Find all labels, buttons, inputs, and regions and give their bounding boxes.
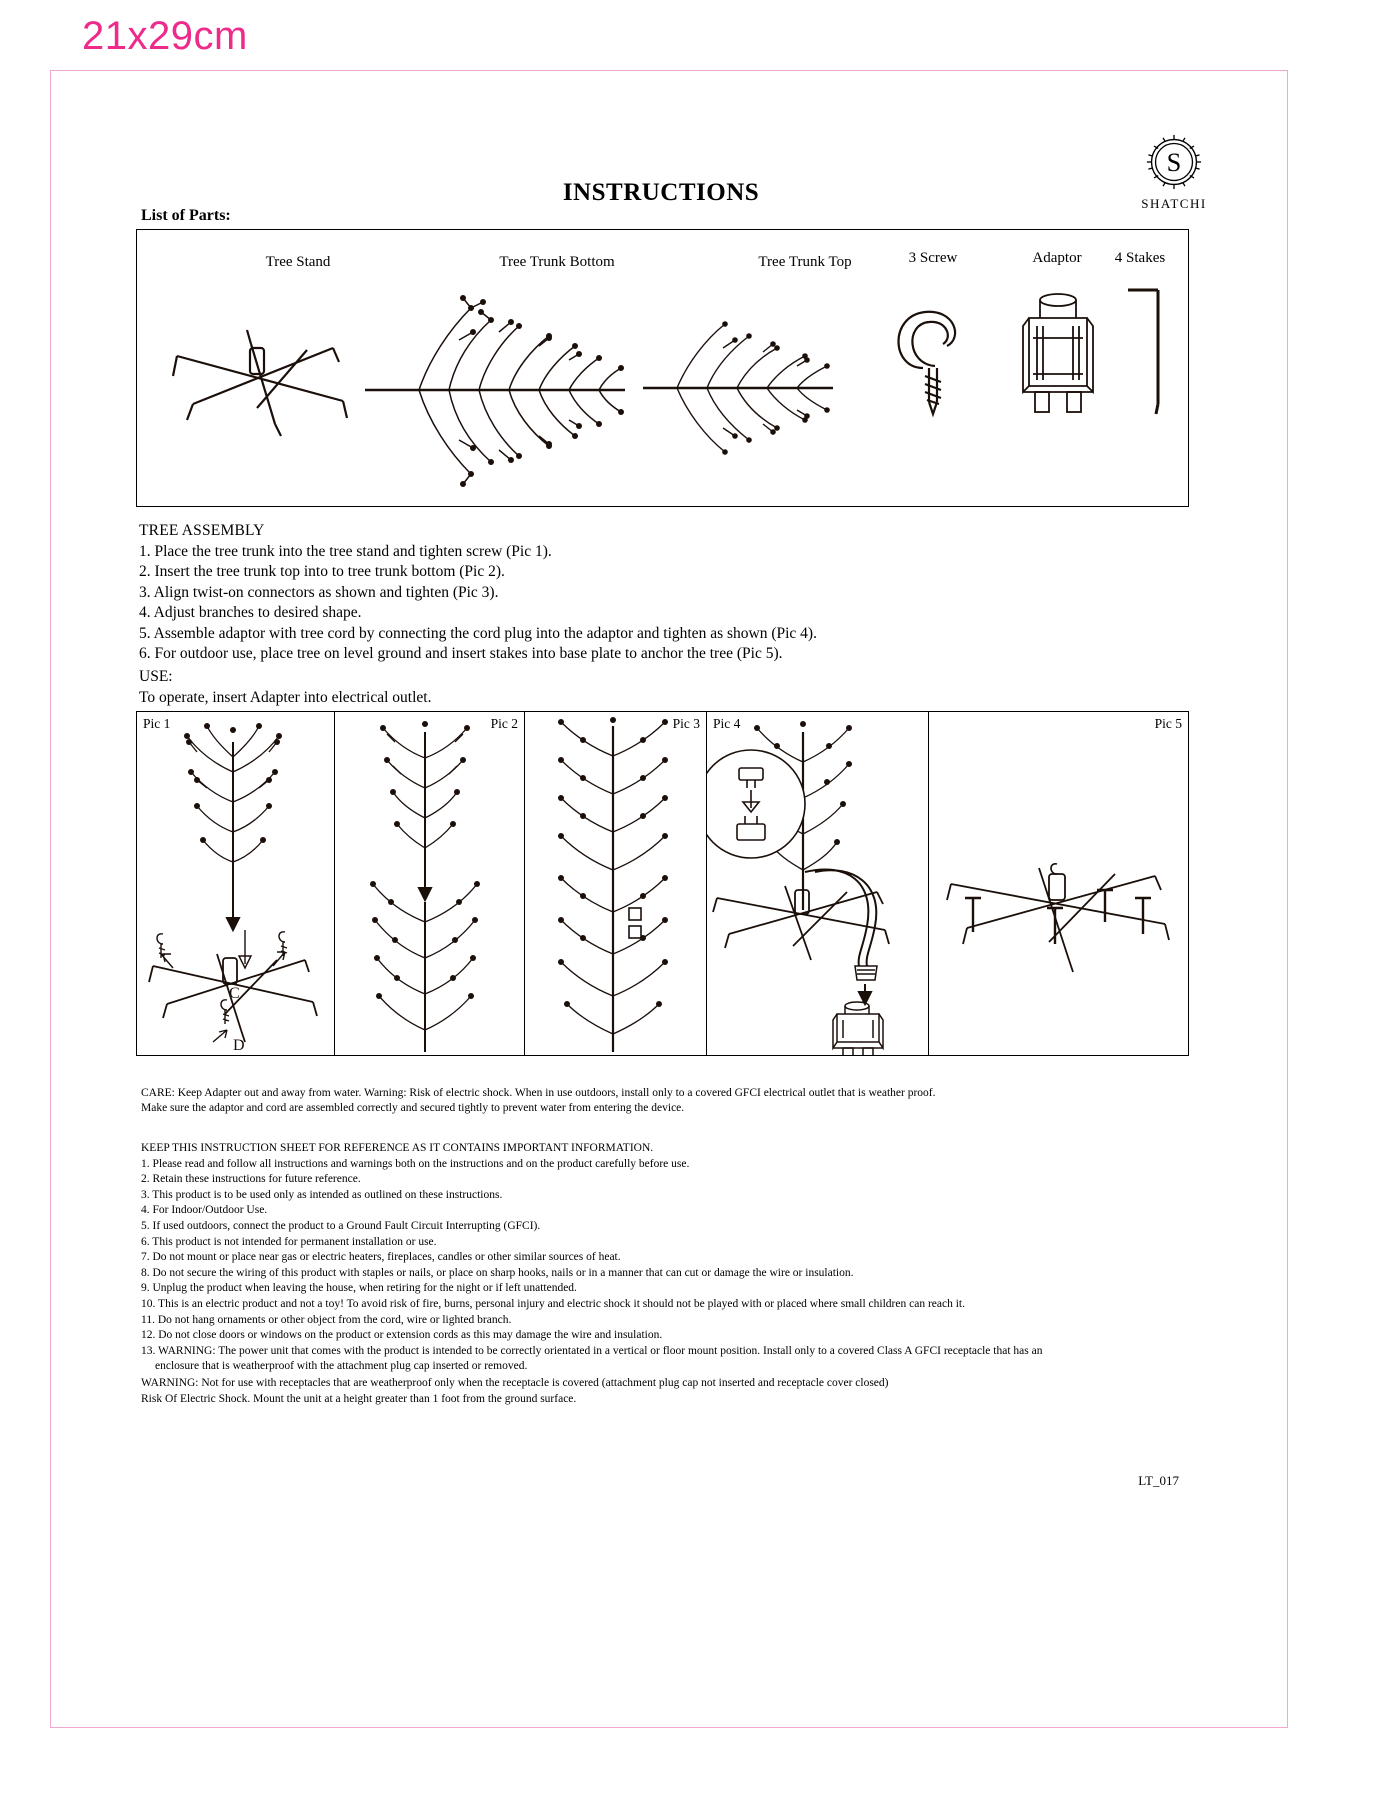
pictures-strip	[136, 711, 1189, 1056]
pic-1-marker-d: D	[233, 1037, 245, 1054]
tree-trunk-bottom-icon	[359, 280, 659, 500]
keep-item-1: 1. Please read and follow all instructions and warnings both on the instructions and on the product carefully before use.	[141, 1157, 690, 1170]
tree-assembly-section	[139, 521, 1199, 665]
keep-item-6: 6. This product is not intended for permanent installation or use.	[141, 1235, 437, 1248]
list-of-parts-label: List of Parts:	[141, 207, 231, 224]
keep-item-13-continued: enclosure that is weatherproof with the attachment plug cap inserted or removed.	[155, 1360, 528, 1373]
pic-3	[525, 712, 707, 1055]
part-label-screw: 3 Screw	[908, 250, 958, 266]
warning-line-1: WARNING: Not for use with receptacles that are weatherproof only when the receptacle is covered (attachment plug cap not inserted and receptacle cover closed)	[141, 1377, 889, 1389]
tree-stand-icon	[157, 296, 387, 446]
keep-item-2: 2. Retain these instructions for future reference.	[141, 1173, 361, 1186]
pic-1	[137, 712, 335, 1055]
pic-1-marker-c: C	[229, 985, 240, 1002]
warning-line-2: Risk Of Electric Shock. Mount the unit at a height greater than 1 foot from the ground surface.	[141, 1392, 577, 1405]
svg-text:S: S	[1166, 147, 1182, 178]
assembly-step-5: 5. Assemble adaptor with tree cord by connecting the cord plug into the adaptor and tighten as shown (Pic 4).	[139, 624, 817, 642]
care-line-2: Make sure the adaptor and cord are assembled correctly and secured tightly to prevent water from entering the device.	[141, 1102, 685, 1114]
pic-2-label: Pic 2	[490, 716, 518, 731]
part-label-tree-trunk-bottom: Tree Trunk Bottom	[499, 254, 615, 270]
use-text: To operate, insert Adapter into electrical outlet.	[139, 688, 432, 706]
page-title: INSTRUCTIONS	[562, 179, 760, 206]
pic-5	[929, 712, 1188, 1055]
part-label-tree-trunk-top: Tree Trunk Top	[758, 254, 852, 270]
pic-1-label: Pic 1	[143, 716, 171, 731]
brand-name: SHATCHI	[1141, 196, 1207, 211]
keep-heading: KEEP THIS INSTRUCTION SHEET FOR REFERENCE AS IT CONTAINS IMPORTANT INFORMATION.	[141, 1142, 654, 1154]
assembly-step-4: 4. Adjust branches to desired shape.	[139, 604, 362, 621]
keep-item-4: 4. For Indoor/Outdoor Use.	[141, 1204, 268, 1217]
pic-4	[707, 712, 929, 1055]
keep-item-8: 8. Do not secure the wiring of this product with staples or nails, or place on sharp hooks, nails or in a manner that can cut or damage the wire or insulation.	[141, 1266, 854, 1279]
part-label-tree-stand: Tree Stand	[265, 254, 331, 270]
pic-5-label: Pic 5	[1154, 716, 1182, 731]
adaptor-icon	[999, 282, 1117, 427]
care-section	[141, 1086, 1171, 1116]
screw-hook-icon	[885, 282, 985, 427]
keep-item-7: 7. Do not mount or place near gas or electric heaters, fireplaces, candles or other similar sources of heat.	[141, 1251, 621, 1264]
keep-item-3: 3. This product is to be used only as intended as outlined on these instructions.	[141, 1188, 503, 1201]
warning-section	[141, 1376, 1171, 1407]
pic-3-label: Pic 3	[672, 716, 700, 731]
use-section	[139, 667, 1039, 708]
assembly-step-3: 3. Align twist-on connectors as shown and tighten (Pic 3).	[139, 583, 499, 601]
instruction-sheet	[50, 70, 1288, 1728]
assembly-step-2: 2. Insert the tree trunk top into to tree trunk bottom (Pic 2).	[139, 563, 505, 580]
parts-box	[136, 229, 1189, 507]
assembly-heading: TREE ASSEMBLY	[139, 522, 265, 539]
stake-icon	[1112, 278, 1182, 428]
tree-trunk-top-icon	[637, 292, 877, 482]
keep-item-11: 11. Do not hang ornaments or other object from the cord, wire or lighted branch.	[141, 1313, 512, 1326]
document-code: LT_017	[1138, 1473, 1179, 1488]
keep-item-13: 13. WARNING: The power unit that comes with the product is intended to be correctly orientated in a vertical or floor mount position. Install only to a covered Class A GFCI receptacle that has an	[141, 1344, 1043, 1357]
pic-2	[335, 712, 525, 1055]
keep-item-12: 12. Do not close doors or windows on the product or extension cords as this may damage the wire and insulation.	[141, 1329, 663, 1342]
part-label-adaptor: Adaptor	[1032, 250, 1082, 266]
use-heading: USE:	[139, 668, 173, 685]
keep-item-10: 10. This is an electric product and not a toy! To avoid risk of fire, burns, personal injury and electric shock it should not be played with or placed where small children can reach it.	[141, 1297, 965, 1310]
part-label-stakes: 4 Stakes	[1114, 250, 1166, 266]
assembly-step-6: 6. For outdoor use, place tree on level ground and insert stakes into base plate to anchor the tree (Pic 5).	[139, 645, 783, 662]
keep-item-9: 9. Unplug the product when leaving the house, when retiring for the night or if left unattended.	[141, 1282, 577, 1295]
size-label: 21x29cm	[82, 14, 248, 58]
assembly-step-1: 1. Place the tree trunk into the tree stand and tighten screw (Pic 1).	[139, 542, 552, 560]
care-line-1: CARE: Keep Adapter out and away from water. Warning: Risk of electric shock. When in use outdoors, install only to a covered GFCI electrical outlet that is weather proof.	[141, 1087, 936, 1099]
pic-4-label: Pic 4	[713, 716, 741, 731]
keep-instructions-section	[141, 1141, 1181, 1375]
keep-item-5: 5. If used outdoors, connect the product to a Ground Fault Circuit Interrupting (GFCI).	[141, 1219, 541, 1232]
